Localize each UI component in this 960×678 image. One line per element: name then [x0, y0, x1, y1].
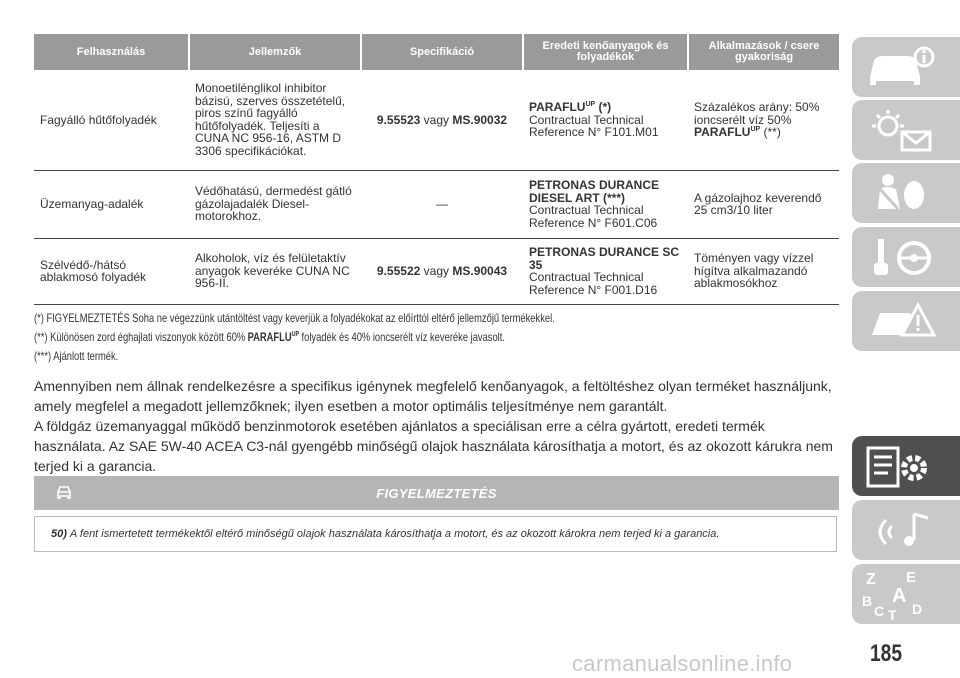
page-number: 185	[870, 640, 903, 667]
footnote-2	[34, 328, 837, 347]
index-letter-e: E	[906, 569, 917, 586]
watermark: carmanualsonline.info	[572, 651, 793, 676]
table-row	[34, 70, 839, 170]
index-letter-b: B	[862, 593, 873, 609]
product-ref: Contractual Technical Reference N° F101.M01	[529, 112, 659, 139]
header-specification: Specifikáció	[361, 34, 523, 70]
tab-index[interactable]	[852, 564, 960, 624]
footnote-3: (***) Ajánlott termék.	[34, 349, 119, 363]
header-applications: Alkalmazások / csere gyakoriság	[688, 34, 839, 70]
tab-warning-lights[interactable]	[852, 100, 960, 160]
cell-application	[688, 70, 839, 170]
warning-box	[34, 516, 837, 552]
spec-code-a: 9.55522	[376, 263, 421, 278]
spec-code-b: MS.90032	[452, 112, 508, 127]
tab-safety[interactable]	[852, 163, 960, 223]
warning-header	[34, 476, 839, 510]
product-brand: PARAFLU	[529, 100, 586, 114]
application-brand-line	[694, 126, 833, 139]
warning-text: A fent ismertetett termékektől eltérő minőségű olajok használata károsíthatja a motort, és az okozott károkra nem terjed ki a garancia.	[69, 528, 720, 540]
spec-or: vagy	[423, 263, 450, 278]
index-letter-d: D	[912, 601, 923, 617]
product-ref: Contractual Technical Reference N° F601.C06	[529, 203, 658, 230]
tab-multimedia[interactable]	[852, 500, 960, 560]
product-name: PETRONAS DURANCE SC 35	[529, 245, 680, 272]
cell-product	[523, 238, 688, 304]
seatbelt-airbag-icon	[858, 167, 948, 219]
header-usage: Felhasználás	[34, 34, 189, 70]
footnote-2-rest: folyadék és 40% ioncserélt víz keveréke javasolt.	[301, 330, 505, 344]
page-content	[34, 34, 839, 476]
car-warning-icon	[56, 484, 72, 502]
cell-application: A gázolajhoz keverendő 25 cm3/10 liter	[688, 170, 839, 238]
cell-features: Monoetilénglikol inhibitor bázisú, szerves összetételű, piros színű fagyálló hűtőfolyadék. Teljesíti a CUNA NC 956-16, ASTM D 3306 specifikációkat.	[189, 70, 361, 170]
tab-car-info[interactable]	[852, 37, 960, 97]
product-sup: UP	[585, 101, 596, 108]
paragraph-2: A földgáz üzemanyaggal működő benzinmotorok esetében ajánlatos a speciálisan erre a célra gyártott, eredeti termék használata. Az SAE 5W-40 ACEA C3-nál gyengébb minőségű olajok használata károsíthatja a motort, és az okozott kárukra nem terjed ki a garancia.	[34, 417, 833, 474]
multimedia-icon	[858, 504, 948, 556]
cell-specification: —	[361, 170, 523, 238]
emergency-triangle-icon	[858, 295, 948, 347]
cell-features: Védőhatású, dermedést gátló gázolajadalék Diesel-motorokhoz.	[189, 170, 361, 238]
cell-features: Alkoholok, víz és felületaktív anyagok keveréke CUNA NC 956-II.	[189, 238, 361, 304]
product-ref: Contractual Technical Reference N° F001.D16	[529, 270, 658, 297]
product-suffix: (*)	[595, 100, 612, 114]
cell-usage: Üzemanyag-adalék	[34, 170, 189, 238]
index-letters-icon	[858, 568, 948, 620]
footnote-2-sup: UP	[291, 331, 300, 338]
index-letter-a: A	[892, 585, 907, 607]
product-name	[529, 101, 682, 114]
paragraph-1: Amennyiben nem állnak rendelkezésre a specifikus igénynek megfelelő kenőanyagok, a feltöltéshez olyan terméket használjunk, amely megfelel a megadott jellemzőknek; ilyen esetben a motor optimális teljesítménye nem garantált.	[34, 377, 832, 414]
footnotes	[34, 309, 839, 366]
product-name: PETRONAS DURANCE DIESEL ART (***)	[529, 178, 660, 205]
header-original-fluids: Eredeti kenőanyagok és folyadékok	[523, 34, 688, 70]
tab-starting-driving[interactable]	[852, 227, 960, 287]
footnote-1: (*) FIGYELMEZTETÉS Soha ne végezzünk utántöltést vagy keverjük a folyadékokat az előírttól eltérő jellemzőjű termékekkel.	[34, 311, 555, 325]
cell-usage: Szélvédő-/hátsó ablakmosó folyadék	[34, 238, 189, 304]
application-suffix: (**)	[760, 125, 781, 139]
car-info-icon	[858, 41, 948, 93]
cell-application: Töményen vagy vízzel hígítva alkalmazandó ablakmosókhoz	[688, 238, 839, 304]
warning-lights-icon	[858, 104, 948, 156]
cell-usage: Fagyálló hűtőfolyadék	[34, 70, 189, 170]
specs-gear-icon	[858, 440, 948, 492]
spec-or: vagy	[423, 112, 450, 127]
index-letter-t: T	[888, 607, 897, 620]
tab-emergency[interactable]	[852, 291, 960, 351]
lubricant-spec-table	[34, 34, 839, 305]
table-header-row	[34, 34, 839, 70]
cell-product	[523, 70, 688, 170]
key-steering-icon	[858, 231, 948, 283]
spec-code-b: MS.90043	[452, 263, 508, 278]
table-row	[34, 170, 839, 238]
cell-specification	[361, 238, 523, 304]
footnote-2-brand-name: PARAFLU	[247, 330, 292, 344]
index-letter-z: Z	[866, 571, 876, 588]
footnote-2-brand	[248, 329, 300, 345]
footnote-2-text: (**) Különösen zord éghajlati viszonyok között 60%	[34, 330, 246, 344]
spec-code-a: 9.55523	[376, 112, 421, 127]
cell-specification	[361, 70, 523, 170]
table-row	[34, 238, 839, 304]
application-text: Százalékos arány: 50% ioncserélt víz 50%	[694, 100, 820, 127]
body-paragraph	[34, 376, 839, 476]
application-sup: UP	[750, 126, 761, 133]
application-brand: PARAFLU	[694, 125, 751, 139]
warning-title: FIGYELMEZTETÉS	[376, 485, 497, 501]
cell-product	[523, 170, 688, 238]
header-features: Jellemzők	[189, 34, 361, 70]
warning-ref: 50)	[51, 528, 67, 540]
index-letter-c: C	[874, 603, 885, 619]
tab-technical-specs[interactable]	[852, 436, 960, 496]
